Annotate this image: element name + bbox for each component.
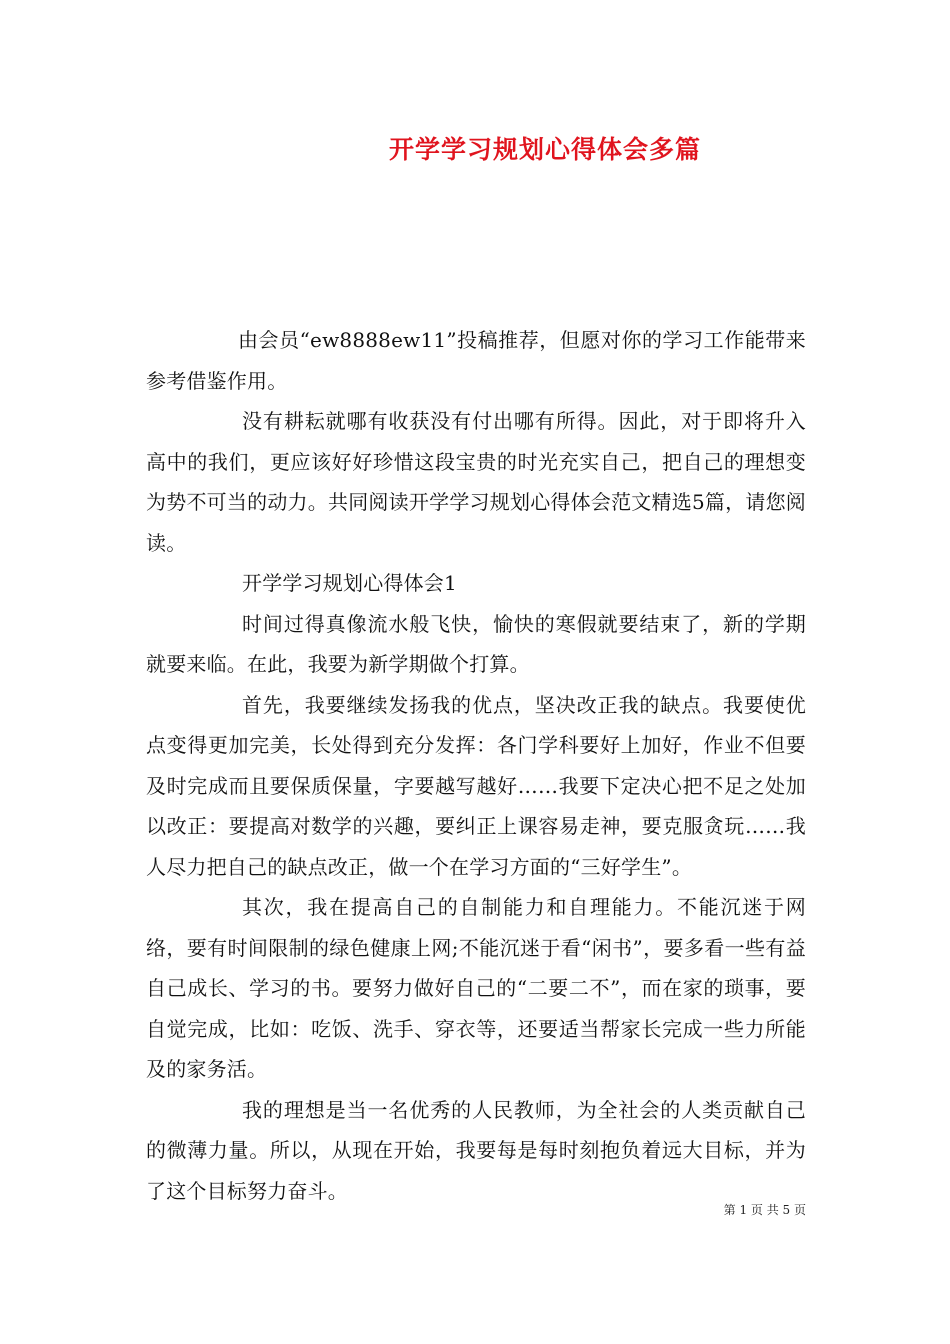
page-number: 第 1 页 共 5 页 bbox=[723, 1203, 806, 1217]
body-paragraph: 我的理想是当一名优秀的人民教师，为全社会的人类贡献自己的微薄力量。所以，从现在开始，我要每是每时刻抱负着远大目标，并为了这个目标努力奋斗。 bbox=[146, 1097, 806, 1203]
document-body bbox=[146, 320, 806, 1211]
body-paragraph: 没有耕耘就哪有收获没有付出哪有所得。因此，对于即将升入高中的我们，更应该好好珍惜这段宝贵的时光充实自己，把自己的理想变为势不可当的动力。共同阅读开学学习规划心得体会范文精选5篇，请您阅读。 bbox=[146, 409, 806, 555]
document-title: 开学学习规划心得体会多篇 bbox=[388, 135, 701, 164]
section-heading: 开学学习规划心得体会1 bbox=[242, 571, 457, 595]
body-paragraph: 其次，我在提高自己的自制能力和自理能力。不能沉迷于网络，要有时间限制的绿色健康上网;不能沉迷于看“闲书”，要多看一些有益自己成长、学习的书。要努力做好自己的“二要二不”，而在家的琐事，要自觉完成，比如：吃饭、洗手、穿衣等，还要适当帮家长完成一些力所能及的家务活。 bbox=[146, 895, 806, 1081]
intro-paragraph: 由会员“ew8888ew11”投稿推荐，但愿对你的学习工作能带来参考借鉴作用。 bbox=[146, 328, 806, 393]
body-paragraph: 时间过得真像流水般飞快，愉快的寒假就要结束了，新的学期就要来临。在此，我要为新学期做个打算。 bbox=[146, 611, 806, 676]
body-paragraph: 首先，我要继续发扬我的优点，坚决改正我的缺点。我要使优点变得更加完美，长处得到充分发挥：各门学科要好上加好，作业不但要及时完成而且要保质保量，字要越写越好……我要下定决心把不足之处加以改正：要提高对数学的兴趣，要纠正上课容易走神，要克服贪玩……我人尽力把自己的缺点改正，做一个在学习方面的“三好学生”。 bbox=[146, 692, 806, 879]
